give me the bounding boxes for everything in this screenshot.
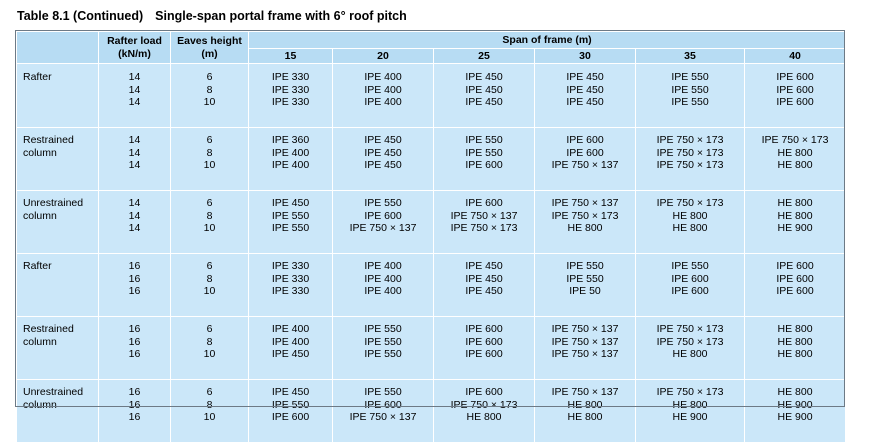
cell-line: IPE 550 <box>671 83 709 96</box>
section-cell <box>636 254 745 317</box>
table-title <box>17 9 407 23</box>
cell-line: IPE 750 × 137 <box>551 197 619 209</box>
cell-line: HE 800 <box>777 386 813 398</box>
cell-line: IPE 750 × 173 <box>656 159 724 171</box>
section-cell <box>745 191 846 254</box>
cell-line: IPE 330 <box>271 260 310 272</box>
cell-line: IPE 550 <box>671 260 709 272</box>
cell-line: 16 <box>128 411 141 423</box>
section-cell <box>333 64 434 128</box>
cell-line: IPE 550 <box>271 398 310 411</box>
header-span-40: 40 <box>745 49 846 64</box>
section-cell <box>333 317 434 380</box>
cell-line: IPE 750 × 173 <box>656 134 724 146</box>
cell-line: 6 <box>206 71 213 83</box>
cell-line: IPE 450 <box>465 71 503 83</box>
cell-line: IPE 450 <box>364 159 402 171</box>
cell-line: IPE 600 <box>671 285 709 297</box>
cell-line: IPE 600 <box>776 96 814 108</box>
cell-line: HE 900 <box>672 411 708 423</box>
header-span-35: 35 <box>636 49 745 64</box>
cell-line: IPE 750 × 173 <box>656 335 724 348</box>
member-label <box>17 380 99 443</box>
cell-line: IPE 450 <box>271 348 310 360</box>
cell-line: HE 800 <box>777 146 813 159</box>
cell-line: IPE 600 <box>465 159 503 171</box>
cell-line: IPE 750 × 173 <box>761 134 829 146</box>
header-span-group: Span of frame (m) <box>249 32 846 49</box>
cell-line: HE 800 <box>672 222 708 234</box>
cell-line: HE 800 <box>567 222 603 234</box>
cell-line: IPE 600 <box>465 197 503 209</box>
eaves-height-cell <box>171 128 249 191</box>
rafter-load-cell <box>99 191 171 254</box>
cell-line: column <box>23 335 57 348</box>
cell-line: IPE 450 <box>364 146 402 159</box>
section-cell <box>745 64 846 128</box>
cell-line: 14 <box>128 134 141 146</box>
cell-line: IPE 750 × 173 <box>450 398 518 411</box>
table-row <box>17 380 846 443</box>
cell-line: IPE 750 × 137 <box>551 348 619 360</box>
cell-line: IPE 750 × 173 <box>551 209 619 222</box>
cell-line: 16 <box>128 398 141 411</box>
cell-line: IPE 750 × 137 <box>551 335 619 348</box>
cell-line: IPE 400 <box>364 285 402 297</box>
cell-line: 16 <box>128 323 141 335</box>
cell-line: IPE 400 <box>271 323 310 335</box>
cell-line: IPE 600 <box>465 335 503 348</box>
section-cell <box>636 191 745 254</box>
rafter-load-cell <box>99 380 171 443</box>
cell-line: IPE 600 <box>776 285 814 297</box>
cell-line: IPE 600 <box>776 272 814 285</box>
cell-line: 8 <box>206 272 213 285</box>
section-cell <box>636 380 745 443</box>
section-cell <box>745 254 846 317</box>
section-cell <box>434 64 535 128</box>
member-label <box>17 128 99 191</box>
section-cell <box>636 317 745 380</box>
cell-line: 14 <box>128 71 141 83</box>
rafter-load-cell <box>99 64 171 128</box>
cell-line: HE 800 <box>466 411 502 423</box>
cell-line: IPE 750 × 137 <box>349 411 417 423</box>
cell-line: HE 800 <box>777 335 813 348</box>
cell-line: 8 <box>206 83 213 96</box>
cell-line: IPE 550 <box>566 272 604 285</box>
cell-line: Rafter <box>23 260 52 272</box>
section-cell <box>535 317 636 380</box>
cell-line: IPE 360 <box>271 134 310 146</box>
table-row <box>17 64 846 128</box>
cell-line: IPE 600 <box>776 71 814 83</box>
section-cell <box>535 128 636 191</box>
section-cell <box>249 254 333 317</box>
table-body <box>17 64 846 443</box>
cell-line: Unrestrained <box>23 386 84 398</box>
cell-line: 14 <box>128 197 141 209</box>
section-size-table <box>16 31 846 443</box>
cell-line: IPE 400 <box>364 71 402 83</box>
cell-line: 16 <box>128 272 141 285</box>
cell-line: IPE 750 × 137 <box>551 323 619 335</box>
header-span-30: 30 <box>535 49 636 64</box>
section-cell <box>434 254 535 317</box>
cell-line: 6 <box>206 386 213 398</box>
cell-line: IPE 600 <box>364 398 402 411</box>
cell-line: HE 900 <box>777 222 813 234</box>
section-cell <box>333 254 434 317</box>
header-span-15: 15 <box>249 49 333 64</box>
table-row <box>17 128 846 191</box>
cell-line: IPE 600 <box>671 272 709 285</box>
cell-line: 6 <box>206 134 213 146</box>
cell-line: HE 800 <box>567 398 603 411</box>
cell-line: IPE 450 <box>465 272 503 285</box>
cell-line: HE 900 <box>777 398 813 411</box>
section-cell <box>745 380 846 443</box>
cell-line: IPE 400 <box>271 146 310 159</box>
cell-line: Restrained <box>23 323 74 335</box>
cell-line: 14 <box>128 159 141 171</box>
header-eaves-height: Eaves height (m) <box>171 32 249 64</box>
section-cell <box>535 191 636 254</box>
cell-line: IPE 550 <box>271 222 310 234</box>
cell-line: column <box>23 209 57 222</box>
section-cell <box>434 317 535 380</box>
cell-line: HE 800 <box>672 348 708 360</box>
section-cell <box>249 380 333 443</box>
section-cell <box>535 380 636 443</box>
cell-line: IPE 450 <box>566 71 604 83</box>
cell-line: IPE 400 <box>271 159 310 171</box>
member-label <box>17 254 99 317</box>
header-rafter-load: Rafter load (kN/m) <box>99 32 171 64</box>
cell-line: HE 800 <box>672 398 708 411</box>
cell-line: 8 <box>206 335 213 348</box>
cell-line: IPE 600 <box>465 348 503 360</box>
cell-line: IPE 550 <box>364 335 402 348</box>
cell-line: IPE 330 <box>271 83 310 96</box>
section-cell <box>745 128 846 191</box>
cell-line: IPE 600 <box>566 146 604 159</box>
cell-line: IPE 330 <box>271 285 310 297</box>
cell-line: IPE 550 <box>465 146 503 159</box>
cell-line: IPE 600 <box>271 411 310 423</box>
cell-line: 6 <box>206 260 213 272</box>
cell-line: IPE 400 <box>364 83 402 96</box>
section-cell <box>249 64 333 128</box>
cell-line: IPE 750 × 137 <box>349 222 417 234</box>
cell-line: HE 800 <box>777 197 813 209</box>
section-cell <box>745 317 846 380</box>
table-heading: Single-span portal frame with 6° roof pitch <box>155 9 407 23</box>
cell-line: 16 <box>128 335 141 348</box>
header-span-20: 20 <box>333 49 434 64</box>
cell-line: 10 <box>203 222 216 234</box>
cell-line: HE 900 <box>777 411 813 423</box>
cell-line: 14 <box>128 222 141 234</box>
cell-line: IPE 400 <box>364 272 402 285</box>
cell-line: IPE 450 <box>465 260 503 272</box>
rafter-load-cell <box>99 254 171 317</box>
cell-line: 16 <box>128 348 141 360</box>
cell-line: 14 <box>128 96 141 108</box>
cell-line: IPE 600 <box>776 83 814 96</box>
cell-line: IPE 450 <box>271 197 310 209</box>
cell-line: IPE 330 <box>271 272 310 285</box>
cell-line: IPE 400 <box>364 96 402 108</box>
header-member-blank <box>17 32 99 64</box>
cell-line: column <box>23 398 57 411</box>
cell-line: IPE 550 <box>364 197 402 209</box>
member-label <box>17 317 99 380</box>
table-row <box>17 317 846 380</box>
eaves-height-cell <box>171 380 249 443</box>
cell-line: 10 <box>203 285 216 297</box>
table-row <box>17 191 846 254</box>
cell-line: IPE 330 <box>271 71 310 83</box>
member-label <box>17 64 99 128</box>
cell-line: IPE 550 <box>364 323 402 335</box>
cell-line: IPE 600 <box>776 260 814 272</box>
cell-line: IPE 400 <box>364 260 402 272</box>
cell-line: 14 <box>128 209 141 222</box>
cell-line: IPE 450 <box>566 96 604 108</box>
section-cell <box>636 128 745 191</box>
cell-line: IPE 750 × 173 <box>450 222 518 234</box>
section-cell <box>434 191 535 254</box>
cell-line: HE 800 <box>777 323 813 335</box>
cell-line: 10 <box>203 411 216 423</box>
eaves-height-cell <box>171 64 249 128</box>
section-cell <box>434 380 535 443</box>
section-cell <box>636 64 745 128</box>
cell-line: IPE 750 × 137 <box>450 209 518 222</box>
cell-line: HE 800 <box>567 411 603 423</box>
cell-line: Rafter <box>23 71 52 83</box>
cell-line: 14 <box>128 146 141 159</box>
cell-line: IPE 450 <box>465 96 503 108</box>
eaves-height-cell <box>171 254 249 317</box>
cell-line: IPE 450 <box>271 386 310 398</box>
cell-line: HE 800 <box>777 159 813 171</box>
section-cell <box>535 254 636 317</box>
cell-line: IPE 550 <box>364 348 402 360</box>
cell-line: column <box>23 146 57 159</box>
rafter-load-cell <box>99 317 171 380</box>
cell-line: IPE 750 × 173 <box>656 323 724 335</box>
cell-line: 16 <box>128 260 141 272</box>
cell-line: Restrained <box>23 134 74 146</box>
cell-line: IPE 600 <box>465 386 503 398</box>
cell-line: 6 <box>206 197 213 209</box>
eaves-height-cell <box>171 317 249 380</box>
cell-line: 8 <box>206 146 213 159</box>
cell-line: 8 <box>206 209 213 222</box>
section-cell <box>333 128 434 191</box>
header-span-25: 25 <box>434 49 535 64</box>
cell-line: 10 <box>203 96 216 108</box>
cell-line: IPE 450 <box>566 83 604 96</box>
cell-line: IPE 750 × 137 <box>551 159 619 171</box>
cell-line: IPE 600 <box>465 323 503 335</box>
cell-line: 8 <box>206 398 213 411</box>
rafter-load-cell <box>99 128 171 191</box>
cell-line: Unrestrained <box>23 197 84 209</box>
section-cell <box>249 191 333 254</box>
cell-line: 10 <box>203 348 216 360</box>
cell-line: IPE 550 <box>671 96 709 108</box>
cell-line: IPE 750 × 173 <box>656 197 724 209</box>
cell-line: HE 800 <box>777 348 813 360</box>
cell-line: IPE 550 <box>364 386 402 398</box>
cell-line: IPE 750 × 173 <box>656 146 724 159</box>
cell-line: IPE 750 × 173 <box>656 386 724 398</box>
cell-line: 16 <box>128 285 141 297</box>
cell-line: IPE 550 <box>671 71 709 83</box>
section-cell <box>249 317 333 380</box>
cell-line: IPE 550 <box>271 209 310 222</box>
cell-line: IPE 550 <box>465 134 503 146</box>
cell-line: 14 <box>128 83 141 96</box>
cell-line: IPE 330 <box>271 96 310 108</box>
table-row <box>17 254 846 317</box>
cell-line: IPE 600 <box>364 209 402 222</box>
section-cell <box>535 64 636 128</box>
cell-line: IPE 450 <box>465 285 503 297</box>
cell-line: 10 <box>203 159 216 171</box>
cell-line: 16 <box>128 386 141 398</box>
section-cell <box>333 380 434 443</box>
section-cell <box>434 128 535 191</box>
cell-line: IPE 400 <box>271 335 310 348</box>
section-cell <box>333 191 434 254</box>
member-label <box>17 191 99 254</box>
table-caption: Table 8.1 (Continued) <box>17 9 144 23</box>
section-cell <box>249 128 333 191</box>
cell-line: HE 800 <box>672 209 708 222</box>
cell-line: IPE 600 <box>566 134 604 146</box>
cell-line: IPE 550 <box>566 260 604 272</box>
cell-line: HE 800 <box>777 209 813 222</box>
cell-line: IPE 450 <box>465 83 503 96</box>
eaves-height-cell <box>171 191 249 254</box>
cell-line: IPE 50 <box>569 285 601 297</box>
cell-line: 6 <box>206 323 213 335</box>
cell-line: IPE 750 × 137 <box>551 386 619 398</box>
cell-line: IPE 450 <box>364 134 402 146</box>
